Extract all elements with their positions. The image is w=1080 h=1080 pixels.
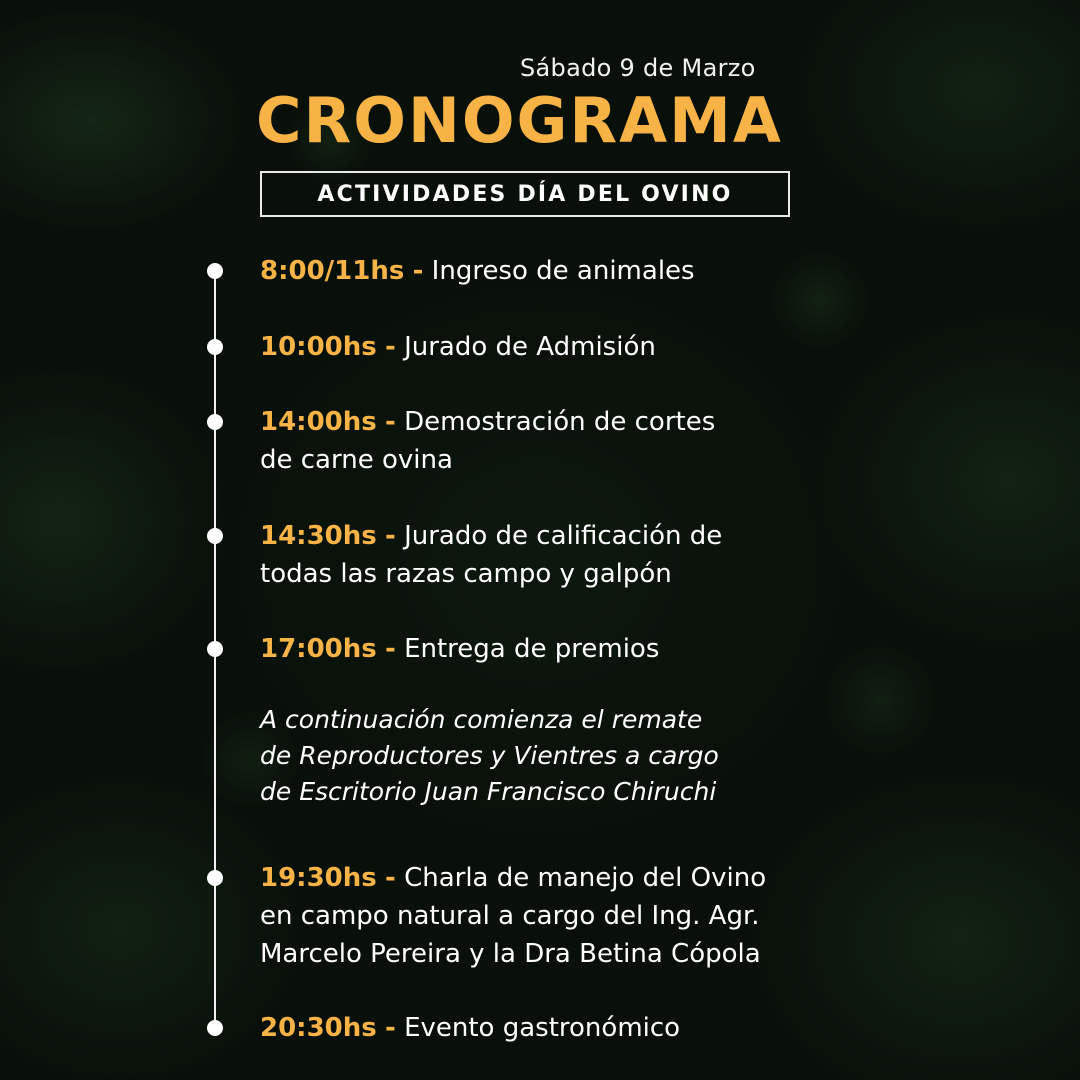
schedule-time: 14:00hs <box>260 407 377 437</box>
event-date: Sábado 9 de Marzo <box>520 54 756 82</box>
schedule-item <box>260 403 900 479</box>
timeline-dot <box>207 528 223 544</box>
schedule-separator: - <box>412 256 424 286</box>
schedule-separator: - <box>385 521 396 551</box>
schedule-separator: - <box>385 407 396 437</box>
schedule-text: Charla de manejo del Ovino <box>404 863 767 893</box>
note-line: de Escritorio Juan Francisco Chiruchi <box>260 777 717 806</box>
subtitle-box <box>260 171 790 217</box>
timeline-dot <box>207 414 223 430</box>
timeline-dot <box>207 641 223 657</box>
timeline-dot <box>207 1020 223 1036</box>
schedule-time: 14:30hs <box>260 521 377 551</box>
schedule-text: Ingreso de animales <box>431 256 695 286</box>
auction-note <box>260 702 880 810</box>
timeline-dot <box>207 870 223 886</box>
timeline-dot <box>207 263 223 279</box>
schedule-separator: - <box>385 1013 396 1043</box>
schedule-time: 17:00hs <box>260 634 377 664</box>
schedule-text: de carne ovina <box>260 445 453 475</box>
schedule-text: Jurado de calificación de <box>404 521 723 551</box>
schedule-item <box>260 1009 900 1047</box>
schedule-time: 20:30hs <box>260 1013 377 1043</box>
schedule-time: 8:00/11hs <box>260 256 405 286</box>
schedule-item <box>260 252 900 290</box>
schedule-item <box>260 328 900 366</box>
timeline-dot <box>207 339 223 355</box>
schedule-text: Evento gastronómico <box>404 1013 681 1043</box>
schedule-time: 10:00hs <box>260 332 377 362</box>
schedule-text: Marcelo Pereira y la Dra Betina Cópola <box>260 939 761 969</box>
page-title: CRONOGRAMA <box>256 84 783 157</box>
schedule-separator: - <box>385 332 396 362</box>
schedule-time: 19:30hs <box>260 863 377 893</box>
schedule-text: Jurado de Admisión <box>404 332 656 362</box>
schedule-text: todas las razas campo y galpón <box>260 559 672 589</box>
schedule-separator: - <box>385 634 396 664</box>
schedule-text: Demostración de cortes <box>404 407 716 437</box>
note-line: de Reproductores y Vientres a cargo <box>260 741 719 770</box>
schedule-separator: - <box>385 863 396 893</box>
schedule-item <box>260 630 900 668</box>
schedule-text: Entrega de premios <box>404 634 660 664</box>
schedule-item <box>260 859 900 973</box>
schedule-item <box>260 517 900 593</box>
schedule-text: en campo natural a cargo del Ing. Agr. <box>260 901 760 931</box>
note-line: A continuación comienza el remate <box>260 705 703 734</box>
subtitle: ACTIVIDADES DÍA DEL OVINO <box>317 181 733 207</box>
